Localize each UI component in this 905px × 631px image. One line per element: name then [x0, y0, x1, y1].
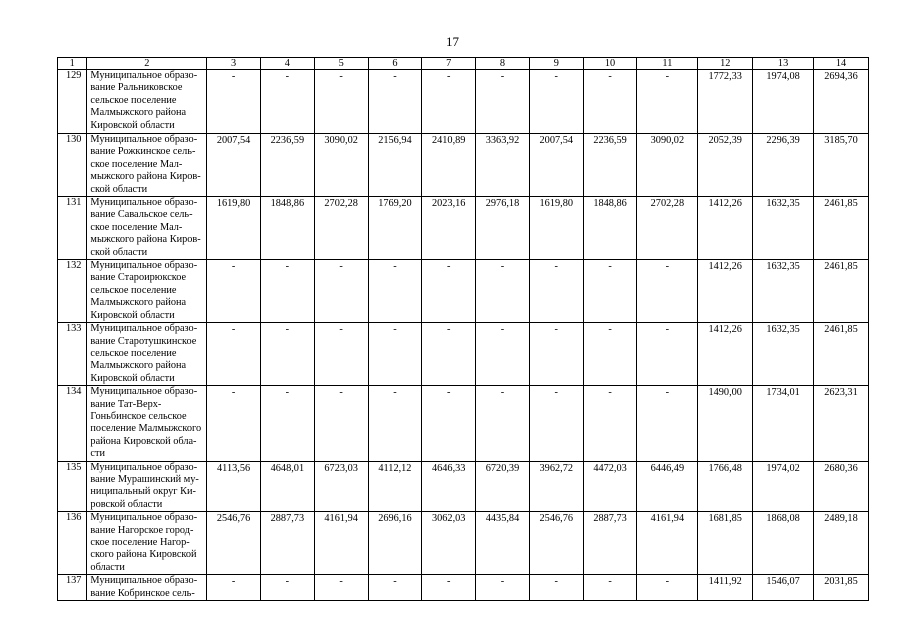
- value-cell: 6723,03: [314, 461, 368, 512]
- value-cell: 2156,94: [368, 134, 422, 197]
- value-cell: -: [476, 70, 530, 134]
- table-row: [58, 197, 869, 260]
- name-line: ское поселение Мал-: [90, 158, 183, 170]
- name-line: мыжского района Киров-: [90, 171, 201, 183]
- value-cell: 2461,85: [814, 323, 869, 386]
- name-line: Кировской области: [90, 119, 175, 131]
- name-line: ского района Кировской: [90, 549, 197, 561]
- value-cell: 1619,80: [207, 197, 261, 260]
- value-cell: 1769,20: [368, 197, 422, 260]
- municipality-name: [87, 197, 207, 260]
- value-cell: -: [207, 260, 261, 323]
- value-cell: -: [422, 260, 476, 323]
- value-cell: -: [368, 575, 422, 601]
- value-cell: 2296,39: [753, 134, 814, 197]
- name-line: вание Рожкинское сель-: [90, 146, 196, 158]
- value-cell: 2887,73: [260, 512, 314, 575]
- name-line: Муниципальное образо-: [90, 134, 198, 145]
- value-cell: 4472,03: [583, 461, 637, 512]
- value-cell: 6720,39: [476, 461, 530, 512]
- name-line: Муниципальное образо-: [90, 386, 198, 398]
- value-cell: 2696,16: [368, 512, 422, 575]
- row-number: 134: [58, 386, 87, 461]
- value-cell: 1681,85: [698, 512, 753, 575]
- name-line: вание Мурашинский му-: [90, 473, 199, 485]
- name-line: вание Савальское сель-: [90, 209, 193, 221]
- column-header: 14: [814, 58, 869, 70]
- name-line: мыжского района Киров-: [90, 234, 201, 246]
- row-number: 130: [58, 134, 87, 197]
- value-cell: 1619,80: [529, 197, 583, 260]
- value-cell: 1772,33: [698, 70, 753, 134]
- value-cell: -: [583, 323, 637, 386]
- name-line: Кировской области: [90, 372, 175, 384]
- value-cell: 1734,01: [753, 386, 814, 461]
- value-cell: 2546,76: [529, 512, 583, 575]
- value-cell: -: [583, 575, 637, 601]
- column-header: 3: [207, 58, 261, 70]
- value-cell: 2546,76: [207, 512, 261, 575]
- table-row: [58, 134, 869, 197]
- value-cell: -: [422, 323, 476, 386]
- value-cell: 2023,16: [422, 197, 476, 260]
- value-cell: -: [207, 386, 261, 461]
- column-header: 4: [260, 58, 314, 70]
- value-cell: 1632,35: [753, 323, 814, 386]
- value-cell: 3090,02: [637, 134, 698, 197]
- value-cell: -: [529, 70, 583, 134]
- name-line: сельское поселение: [90, 284, 177, 296]
- value-cell: 2236,59: [583, 134, 637, 197]
- value-cell: -: [368, 323, 422, 386]
- table-row: [58, 386, 869, 461]
- table-row: [58, 260, 869, 323]
- value-cell: 1848,86: [583, 197, 637, 260]
- column-header: 9: [529, 58, 583, 70]
- value-cell: -: [207, 70, 261, 134]
- tariff-table: [57, 57, 869, 601]
- name-line: Муниципальное образо-: [90, 575, 198, 587]
- value-cell: 1411,92: [698, 575, 753, 601]
- column-header: 10: [583, 58, 637, 70]
- name-line: Гоньбинское сельское: [90, 410, 187, 422]
- value-cell: 2623,31: [814, 386, 869, 461]
- value-cell: 2031,85: [814, 575, 869, 601]
- value-cell: 2052,39: [698, 134, 753, 197]
- name-line: ровской области: [90, 498, 163, 510]
- value-cell: 2976,18: [476, 197, 530, 260]
- name-line: сельское поселение: [90, 347, 177, 359]
- value-cell: -: [260, 260, 314, 323]
- value-cell: 3962,72: [529, 461, 583, 512]
- name-line: ское поселение Мал-: [90, 221, 183, 233]
- value-cell: 2461,85: [814, 197, 869, 260]
- value-cell: 2236,59: [260, 134, 314, 197]
- name-line: вание Староирюкское: [90, 272, 187, 284]
- value-cell: 3363,92: [476, 134, 530, 197]
- name-line: Кировской области: [90, 309, 175, 321]
- value-cell: 4435,84: [476, 512, 530, 575]
- row-number: 135: [58, 461, 87, 512]
- value-cell: -: [529, 323, 583, 386]
- value-cell: -: [637, 575, 698, 601]
- name-line: вание Старотушкинское: [90, 335, 197, 347]
- value-cell: 2702,28: [314, 197, 368, 260]
- value-cell: 2007,54: [207, 134, 261, 197]
- value-cell: -: [314, 575, 368, 601]
- column-header: 2: [87, 58, 207, 70]
- value-cell: 6446,49: [637, 461, 698, 512]
- value-cell: 2702,28: [637, 197, 698, 260]
- value-cell: 1974,02: [753, 461, 814, 512]
- table-row: [58, 512, 869, 575]
- value-cell: 1412,26: [698, 323, 753, 386]
- table-row: [58, 461, 869, 512]
- column-header: 1: [58, 58, 87, 70]
- column-header: 5: [314, 58, 368, 70]
- table-row: [58, 575, 869, 601]
- municipality-name: [87, 461, 207, 512]
- value-cell: -: [529, 260, 583, 323]
- name-line: ской области: [90, 183, 148, 195]
- value-cell: 1412,26: [698, 260, 753, 323]
- value-cell: 3090,02: [314, 134, 368, 197]
- value-cell: 4161,94: [314, 512, 368, 575]
- value-cell: 2489,18: [814, 512, 869, 575]
- value-cell: -: [476, 260, 530, 323]
- value-cell: 1974,08: [753, 70, 814, 134]
- table-row: [58, 323, 869, 386]
- value-cell: -: [260, 70, 314, 134]
- municipality-name: [87, 512, 207, 575]
- column-header: 6: [368, 58, 422, 70]
- name-line: Муниципальное образо-: [90, 260, 198, 272]
- value-cell: 1632,35: [753, 197, 814, 260]
- value-cell: 1868,08: [753, 512, 814, 575]
- value-cell: -: [422, 575, 476, 601]
- municipality-name: [87, 575, 207, 601]
- value-cell: 4648,01: [260, 461, 314, 512]
- name-line: сельское поселение: [90, 94, 177, 106]
- column-header: 8: [476, 58, 530, 70]
- row-number: 137: [58, 575, 87, 601]
- row-number: 129: [58, 70, 87, 134]
- value-cell: -: [207, 323, 261, 386]
- name-line: Муниципальное образо-: [90, 70, 198, 81]
- value-cell: -: [637, 70, 698, 134]
- name-line: Муниципальное образо-: [90, 323, 198, 335]
- municipality-name: [87, 386, 207, 461]
- value-cell: -: [260, 575, 314, 601]
- name-line: ской области: [90, 246, 148, 258]
- name-line: Муниципальное образо-: [90, 197, 198, 209]
- value-cell: -: [422, 70, 476, 134]
- row-number: 136: [58, 512, 87, 575]
- value-cell: -: [422, 386, 476, 461]
- table-row: [58, 70, 869, 134]
- value-cell: -: [368, 260, 422, 323]
- value-cell: -: [583, 386, 637, 461]
- row-number: 132: [58, 260, 87, 323]
- value-cell: -: [314, 323, 368, 386]
- column-header: 13: [753, 58, 814, 70]
- value-cell: 4113,56: [207, 461, 261, 512]
- municipality-name: [87, 323, 207, 386]
- value-cell: -: [637, 260, 698, 323]
- value-cell: 3185,70: [814, 134, 869, 197]
- value-cell: -: [476, 323, 530, 386]
- value-cell: -: [260, 323, 314, 386]
- name-line: ское поселение Нагор-: [90, 537, 190, 548]
- value-cell: 1412,26: [698, 197, 753, 260]
- value-cell: 1490,00: [698, 386, 753, 461]
- name-line: района Кировской обла-: [90, 435, 197, 447]
- value-cell: 2410,89: [422, 134, 476, 197]
- value-cell: 1766,48: [698, 461, 753, 512]
- value-cell: -: [476, 575, 530, 601]
- value-cell: -: [314, 386, 368, 461]
- name-line: Малмыжского района: [90, 360, 187, 372]
- header-row: [58, 58, 869, 70]
- value-cell: 2461,85: [814, 260, 869, 323]
- value-cell: 3062,03: [422, 512, 476, 575]
- value-cell: -: [529, 575, 583, 601]
- name-line: вание Тат-Верх-: [90, 398, 162, 410]
- name-line: ниципальный округ Ки-: [90, 486, 196, 498]
- value-cell: 2007,54: [529, 134, 583, 197]
- name-line: Муниципальное образо-: [90, 461, 198, 473]
- column-header: 11: [637, 58, 698, 70]
- name-line: вание Ральниковское: [90, 82, 183, 94]
- value-cell: 4161,94: [637, 512, 698, 575]
- value-cell: 1546,07: [753, 575, 814, 601]
- value-cell: -: [207, 575, 261, 601]
- municipality-name: [87, 70, 207, 134]
- municipality-name: [87, 134, 207, 197]
- name-line: поселение Малмыжского: [90, 423, 202, 435]
- value-cell: -: [314, 70, 368, 134]
- name-line: вание Нагорское город-: [90, 524, 194, 536]
- value-cell: -: [314, 260, 368, 323]
- name-line: вание Кобринское сель-: [90, 587, 195, 599]
- row-number: 133: [58, 323, 87, 386]
- value-cell: 1632,35: [753, 260, 814, 323]
- name-line: сти: [90, 448, 106, 460]
- value-cell: -: [529, 386, 583, 461]
- value-cell: 4112,12: [368, 461, 422, 512]
- value-cell: -: [583, 70, 637, 134]
- row-number: 131: [58, 197, 87, 260]
- column-header: 12: [698, 58, 753, 70]
- value-cell: -: [476, 386, 530, 461]
- column-header: 7: [422, 58, 476, 70]
- page-number: 17: [446, 34, 459, 49]
- value-cell: -: [637, 323, 698, 386]
- value-cell: -: [583, 260, 637, 323]
- name-line: Малмыжского района: [90, 297, 187, 309]
- value-cell: 2680,36: [814, 461, 869, 512]
- name-line: Муниципальное образо-: [90, 512, 198, 524]
- name-line: области: [90, 561, 125, 573]
- value-cell: 2694,36: [814, 70, 869, 134]
- name-line: Малмыжского района: [90, 107, 187, 119]
- value-cell: 4646,33: [422, 461, 476, 512]
- value-cell: -: [260, 386, 314, 461]
- value-cell: 1848,86: [260, 197, 314, 260]
- municipality-name: [87, 260, 207, 323]
- value-cell: -: [368, 386, 422, 461]
- value-cell: -: [637, 386, 698, 461]
- value-cell: -: [368, 70, 422, 134]
- value-cell: 2887,73: [583, 512, 637, 575]
